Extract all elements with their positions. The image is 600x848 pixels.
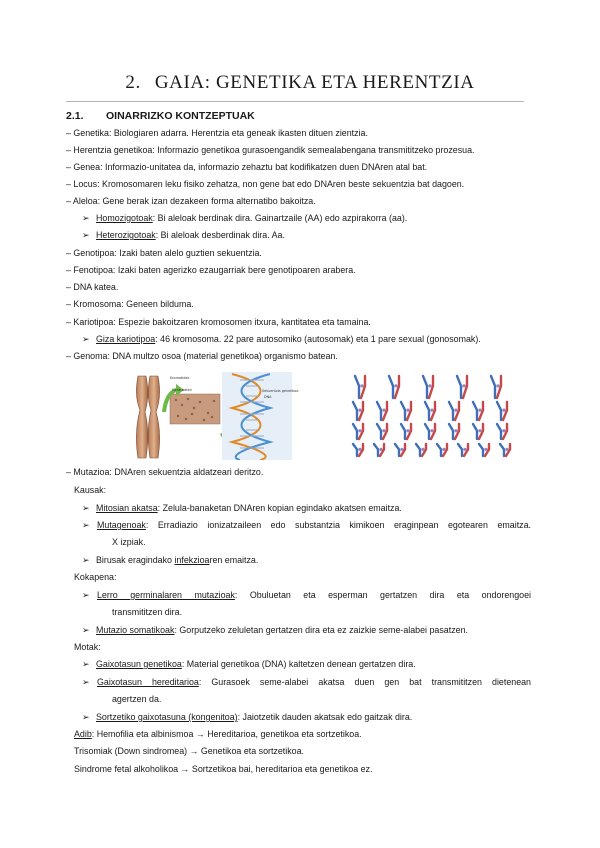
definition: : Zelula-banaketan DNAren kopian egindako akatsen emaitza.: [157, 503, 402, 513]
chapter-number: 2.: [125, 72, 141, 93]
term: infekzioa: [174, 555, 210, 565]
definition: : Kromosomaren leku fisiko zehatza, non gene bat edo DNAren beste sekuentzia bat dagoen.: [97, 179, 465, 189]
item-aleloa: [66, 196, 316, 207]
definition: : Hemofilia eta albinismoa → Hereditarioa, genetikoa eta sortzetikoa.: [91, 729, 362, 739]
section-title: OINARRIZKO KONTZEPTUAK: [106, 110, 255, 122]
hereditarioa-line: [97, 677, 531, 688]
kausak-label: Kausak:: [74, 485, 107, 495]
mutagenoak-line: [97, 520, 531, 531]
figure-label: Kromatidak: [170, 376, 190, 380]
term: Mutagenoak: [97, 520, 146, 530]
hereditarioa-continuation: agertzen da.: [112, 694, 162, 704]
definition: : DNAren sekuentzia aldatzeari deritzo.: [109, 467, 264, 477]
arrow-bullet-icon: ➢: [82, 555, 90, 565]
term: Gaixotasun hereditarioa: [97, 677, 199, 687]
definition: .: [115, 282, 119, 292]
arrow-bullet-icon: ➢: [82, 334, 90, 344]
term: Gaixotasun genetikoa: [96, 659, 182, 669]
item-genetika: [66, 128, 368, 139]
definition: : Geneen bilduma.: [121, 299, 194, 309]
chromosome-dna-illustration: [120, 372, 310, 460]
title-rule: [66, 101, 524, 102]
definition: : Jaiotzetik dauden akatsak edo gaitzak dira.: [237, 712, 413, 722]
item-lerro-germinala: [82, 590, 531, 601]
figure-label: Gene baten: [172, 388, 192, 392]
dash: –: [66, 179, 71, 189]
item-giza-kariotipoa: [82, 334, 481, 345]
dash: –: [66, 299, 71, 309]
item-mutazio-somatikoak: [82, 625, 468, 636]
term: Genoma: [73, 351, 108, 361]
figure-label: DNA: [264, 395, 272, 399]
item-kromosoma: [66, 299, 194, 310]
arrow-bullet-icon: ➢: [82, 230, 90, 240]
item-homozigotoak: [82, 213, 407, 224]
item-locus: [66, 179, 464, 190]
definition: : DNA multzo osoa (material genetikoa) organismo batean.: [107, 351, 338, 361]
term: Mutazio somatikoak: [96, 625, 175, 635]
dash: –: [66, 196, 71, 206]
term: Lerro germinalaren mutazioak: [97, 590, 235, 600]
chapter-title: [0, 72, 600, 94]
item-mitosian-akatsa: [82, 503, 402, 514]
item-birusak: [82, 555, 258, 566]
definition: : 46 kromosoma. 22 pare autosomiko (autosomak) eta 1 pare sexual (gonosomak).: [155, 334, 481, 344]
definition: : Espezie bakoitzaren kromosomen itxura, kantitatea eta tamaina.: [113, 317, 371, 327]
definition: : Bi aleloak desberdinak dira. Aa.: [155, 230, 285, 240]
term: Mutazioa: [73, 467, 110, 477]
definition: : Informazio genetikoa gurasoengandik semealabengana transmititzeko prozesua.: [152, 145, 475, 155]
dash: –: [66, 128, 71, 138]
term: Kromosoma: [73, 299, 122, 309]
arrow-bullet-icon: ➢: [82, 659, 90, 669]
definition: : Erradiazio ionizatzaileen edo substantzia kimikoen eraginpean egotearen emaitza.: [145, 520, 531, 530]
text: ren emaitza.: [209, 555, 259, 565]
term: Sortzetiko gaixotasuna (kongenitoa): [96, 712, 238, 722]
term: Aleloa: [72, 196, 98, 206]
chromosome-icon: [136, 376, 159, 458]
chapter-title-text: GAIA: GENETIKA ETA HERENTZIA: [154, 72, 475, 93]
motak-label: Motak:: [74, 642, 101, 652]
item-fenotipoa: [66, 265, 356, 276]
dash: –: [66, 265, 71, 275]
karyotype-illustration: [350, 370, 528, 462]
dash: –: [66, 317, 71, 327]
definition: : Informazio-unitatea da, informazio zehaztu bat kodifikatzen duen DNAren atal bat.: [100, 162, 428, 172]
definition: : Biologiaren adarra. Herentzia eta geneak ikasten dituen zientzia.: [108, 128, 368, 138]
definition: : Gurasoek seme-alabei akatsa duen gen bat transmititzen dietenean: [198, 677, 531, 687]
section-number: 2.1.: [66, 110, 84, 122]
definition: : Gene berak izan dezakeen forma alternatibo bakoitza.: [97, 196, 316, 206]
example-adib: [74, 729, 362, 740]
dash: –: [66, 248, 71, 258]
item-herentzia: [66, 145, 475, 156]
definition: : Izaki baten alelo guztien sekuentzia.: [114, 248, 262, 258]
figure-label: Sekuentzia genetikoa: [262, 389, 299, 393]
arrow-bullet-icon: ➢: [82, 677, 90, 687]
term: Fenotipoa: [73, 265, 113, 275]
definition: : Gorputzeko zeluletan gertatzen dira eta ez zaizkie seme-alabei pasatzen.: [174, 625, 468, 635]
definition: : Izaki baten agerizko ezaugarriak bere genotipoaren arabera.: [112, 265, 356, 275]
item-dna: [66, 282, 118, 293]
term: Herentzia genetikoa: [73, 145, 153, 155]
dash: –: [66, 162, 71, 172]
dash: –: [66, 351, 71, 361]
section-heading: [66, 110, 255, 122]
arrow-bullet-icon: ➢: [82, 503, 90, 513]
arrow-bullet-icon: ➢: [82, 590, 90, 600]
definition: : Obuluetan eta esperman gertatzen dira eta ondorengoei: [234, 590, 531, 600]
term: Mitosian akatsa: [96, 503, 158, 513]
item-genoma: [66, 351, 338, 362]
item-gaixotasun-genetikoa: [82, 659, 416, 670]
kokapena-label: Kokapena:: [74, 572, 117, 582]
arrow-bullet-icon: ➢: [82, 625, 90, 635]
dash: –: [66, 145, 71, 155]
item-gaixotasun-hereditarioa: [82, 677, 531, 688]
term: Genetika: [73, 128, 109, 138]
term: Locus: [73, 179, 98, 189]
lerro-line: [97, 590, 531, 601]
term: Kariotipoa: [73, 317, 114, 327]
definition: : Bi aleloak berdinak dira. Gainartzaile (AA) edo azpirakorra (aa).: [152, 213, 408, 223]
item-mutagenoak: [82, 520, 531, 531]
term: Adib: [74, 729, 92, 739]
item-genea: [66, 162, 427, 173]
definition: : Material genetikoa (DNA) kaltetzen denean gertatzen dira.: [181, 659, 416, 669]
item-mutazioa: [66, 467, 263, 478]
term: Heterozigotoak: [96, 230, 156, 240]
dash: –: [66, 282, 71, 292]
example-trisomiak: Trisomiak (Down sindromea) → Genetikoa eta sortzetikoa.: [74, 746, 305, 756]
dash: –: [66, 467, 71, 477]
arrow-bullet-icon: ➢: [82, 213, 90, 223]
item-heterozigotoak: [82, 230, 285, 241]
term: Giza kariotipoa: [96, 334, 156, 344]
item-kariotipoa: [66, 317, 371, 328]
arrow-bullet-icon: ➢: [82, 520, 90, 530]
item-sortzetiko-gaixotasuna: [82, 712, 412, 723]
term: Genotipoa: [73, 248, 115, 258]
term: Genea: [73, 162, 101, 172]
chromatin-zoom-box: [170, 394, 220, 424]
term: DNA katea: [73, 282, 116, 292]
text: Birusak eragindako: [96, 555, 175, 565]
mutagenoak-continuation: X izpiak.: [112, 537, 146, 547]
arrow-bullet-icon: ➢: [82, 712, 90, 722]
lerro-continuation: transmititzen dira.: [112, 607, 183, 617]
example-sindrome-fetal: Sindrome fetal alkoholikoa → Sortzetikoa bai, hereditarioa eta genetikoa ez.: [74, 764, 373, 774]
term: Homozigotoak: [96, 213, 153, 223]
item-genotipoa: [66, 248, 262, 259]
